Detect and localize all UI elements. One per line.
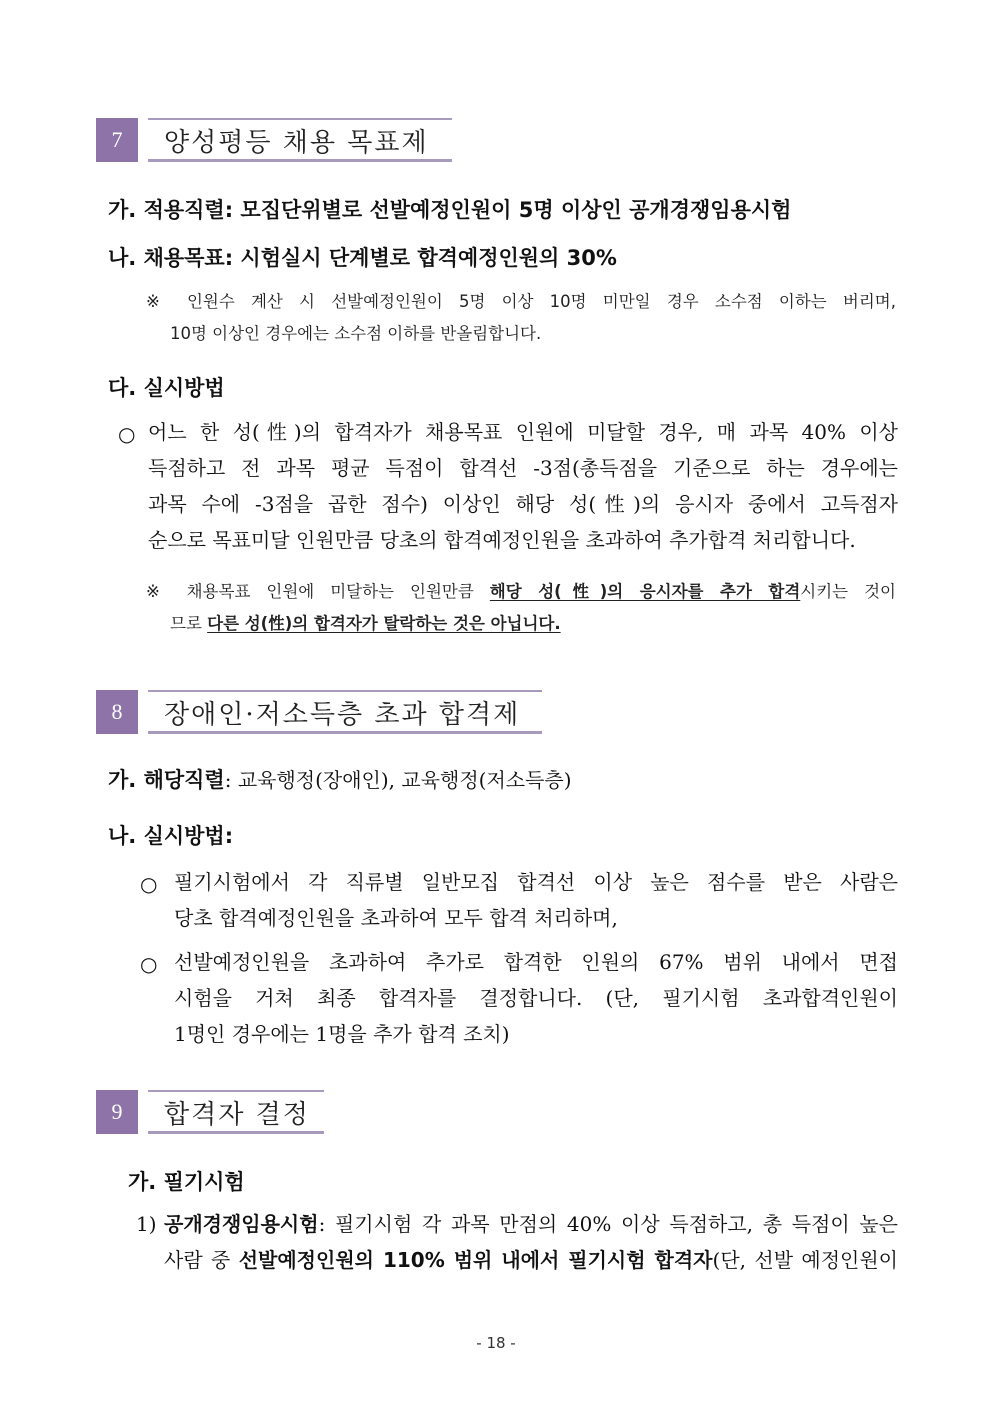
title-bottom-rule bbox=[148, 1131, 324, 1134]
item-2-line-2: 시험을 거쳐 최종 합격자를 결정합니다. (단, 필기시험 초과합격인원이 bbox=[174, 986, 898, 1010]
item-emphasis: 공개경쟁임용시험 bbox=[164, 1212, 319, 1236]
section-8-a-label: 가. 해당직렬 bbox=[108, 768, 225, 792]
note-2-text: ※ 채용목표 인원에 미달하는 인원만큼 bbox=[146, 582, 490, 601]
circle-bullet: ○ bbox=[140, 952, 158, 976]
section-8-a-value: : 교육행정(장애인), 교육행정(저소득층) bbox=[224, 768, 572, 792]
item-line-2-emphasis: 선발예정인원의 110% 범위 내에서 필기시험 합격자 bbox=[238, 1248, 713, 1272]
title-bottom-rule bbox=[148, 159, 452, 162]
item-2-line-1: 선발예정인원을 초과하여 추가로 합격한 인원의 67% 범위 내에서 면접 bbox=[174, 950, 898, 974]
section-7-c-heading: 다. 실시방법 bbox=[108, 376, 225, 400]
item-1-line-2: 당초 합격예정인원을 초과하여 모두 합격 처리하며, bbox=[174, 906, 618, 930]
note-2-line-2-text: 므로 bbox=[170, 614, 208, 633]
page-number: - 18 - bbox=[476, 1334, 516, 1352]
section-8-number: 8 bbox=[96, 690, 138, 734]
title-top-rule bbox=[148, 1090, 324, 1092]
c-line-1: 어느 한 성(性)의 합격자가 채용목표 인원에 미달할 경우, 매 과목 40% 이상 bbox=[148, 420, 898, 444]
section-8-item-1 bbox=[174, 864, 898, 936]
item-line-1 bbox=[164, 1206, 898, 1242]
title-bottom-rule bbox=[148, 731, 542, 734]
item-line-2-tail: (단, 선발 예정인원이 bbox=[712, 1248, 898, 1272]
note-2-line-2-emphasis: 다른 성(性)의 합격자가 탈락하는 것은 아닙니다. bbox=[207, 614, 561, 633]
note-1-line-1: ※ 인원수 계산 시 선발예정인원이 5명 이상 10명 미만일 경우 소수점 이하는 버리며, bbox=[146, 292, 896, 311]
c-line-4: 순으로 목표미달 인원만큼 당초의 합격예정인원을 초과하여 추가합격 처리합니다. bbox=[148, 528, 856, 552]
note-1-line-2: 10명 이상인 경우에는 소수점 이하를 반올림합니다. bbox=[170, 324, 542, 343]
section-8-b-heading: 나. 실시방법: bbox=[108, 824, 234, 848]
section-9-title-box bbox=[148, 1090, 324, 1134]
note-2-line-2 bbox=[146, 608, 896, 640]
c-line-2: 득점하고 전 과목 평균 득점이 합격선 -3점(총득점을 기준으로 하는 경우에는 bbox=[148, 456, 898, 480]
section-7-note-2 bbox=[146, 576, 896, 640]
note-2-text-tail: 시키는 것이 bbox=[800, 582, 896, 601]
note-2-line-1 bbox=[146, 576, 896, 608]
item-2-line-3: 1명인 경우에는 1명을 추가 합격 조치) bbox=[174, 1022, 510, 1046]
section-7-title-box bbox=[148, 118, 452, 162]
section-7-a-heading: 가. 적용직렬: 모집단위별로 선발예정인원이 5명 이상인 공개경쟁임용시험 bbox=[108, 198, 792, 222]
circle-bullet: ○ bbox=[140, 872, 158, 896]
item-text: : 필기시험 각 과목 만점의 40% 이상 득점하고, 총 득점이 높은 bbox=[318, 1212, 898, 1236]
section-8-title: 장애인·저소득층 초과 합격제 bbox=[164, 699, 521, 730]
section-9-title: 합격자 결정 bbox=[164, 1099, 310, 1130]
section-7-b-heading: 나. 채용목표: 시험실시 단계별로 합격예정인원의 30% bbox=[108, 246, 617, 270]
title-top-rule bbox=[148, 690, 542, 692]
section-9-item-1 bbox=[164, 1206, 898, 1278]
item-line-2 bbox=[164, 1242, 898, 1278]
section-7-c-paragraph bbox=[148, 414, 898, 558]
title-top-rule bbox=[148, 118, 452, 120]
section-8-a-heading bbox=[108, 764, 572, 794]
c-line-3: 과목 수에 -3점을 곱한 점수) 이상인 해당 성(性)의 응시자 중에서 고득점자 bbox=[148, 492, 898, 516]
section-7-number: 7 bbox=[96, 118, 138, 162]
section-7-title: 양성평등 채용 목표제 bbox=[164, 127, 429, 158]
list-number: 1) bbox=[136, 1212, 157, 1236]
section-8-title-box bbox=[148, 690, 542, 734]
section-8-item-2 bbox=[174, 944, 898, 1052]
circle-bullet: ○ bbox=[118, 422, 136, 446]
note-2-emphasis: 해당 성(性)의 응시자를 추가 합격 bbox=[489, 582, 801, 601]
item-1-line-1: 필기시험에서 각 직류별 일반모집 합격선 이상 높은 점수를 받은 사람은 bbox=[174, 870, 898, 894]
item-line-2-text: 사람 중 bbox=[164, 1248, 239, 1272]
section-7-note-1 bbox=[146, 286, 896, 350]
section-9-number: 9 bbox=[96, 1090, 138, 1134]
section-9-a-heading: 가. 필기시험 bbox=[128, 1170, 245, 1194]
